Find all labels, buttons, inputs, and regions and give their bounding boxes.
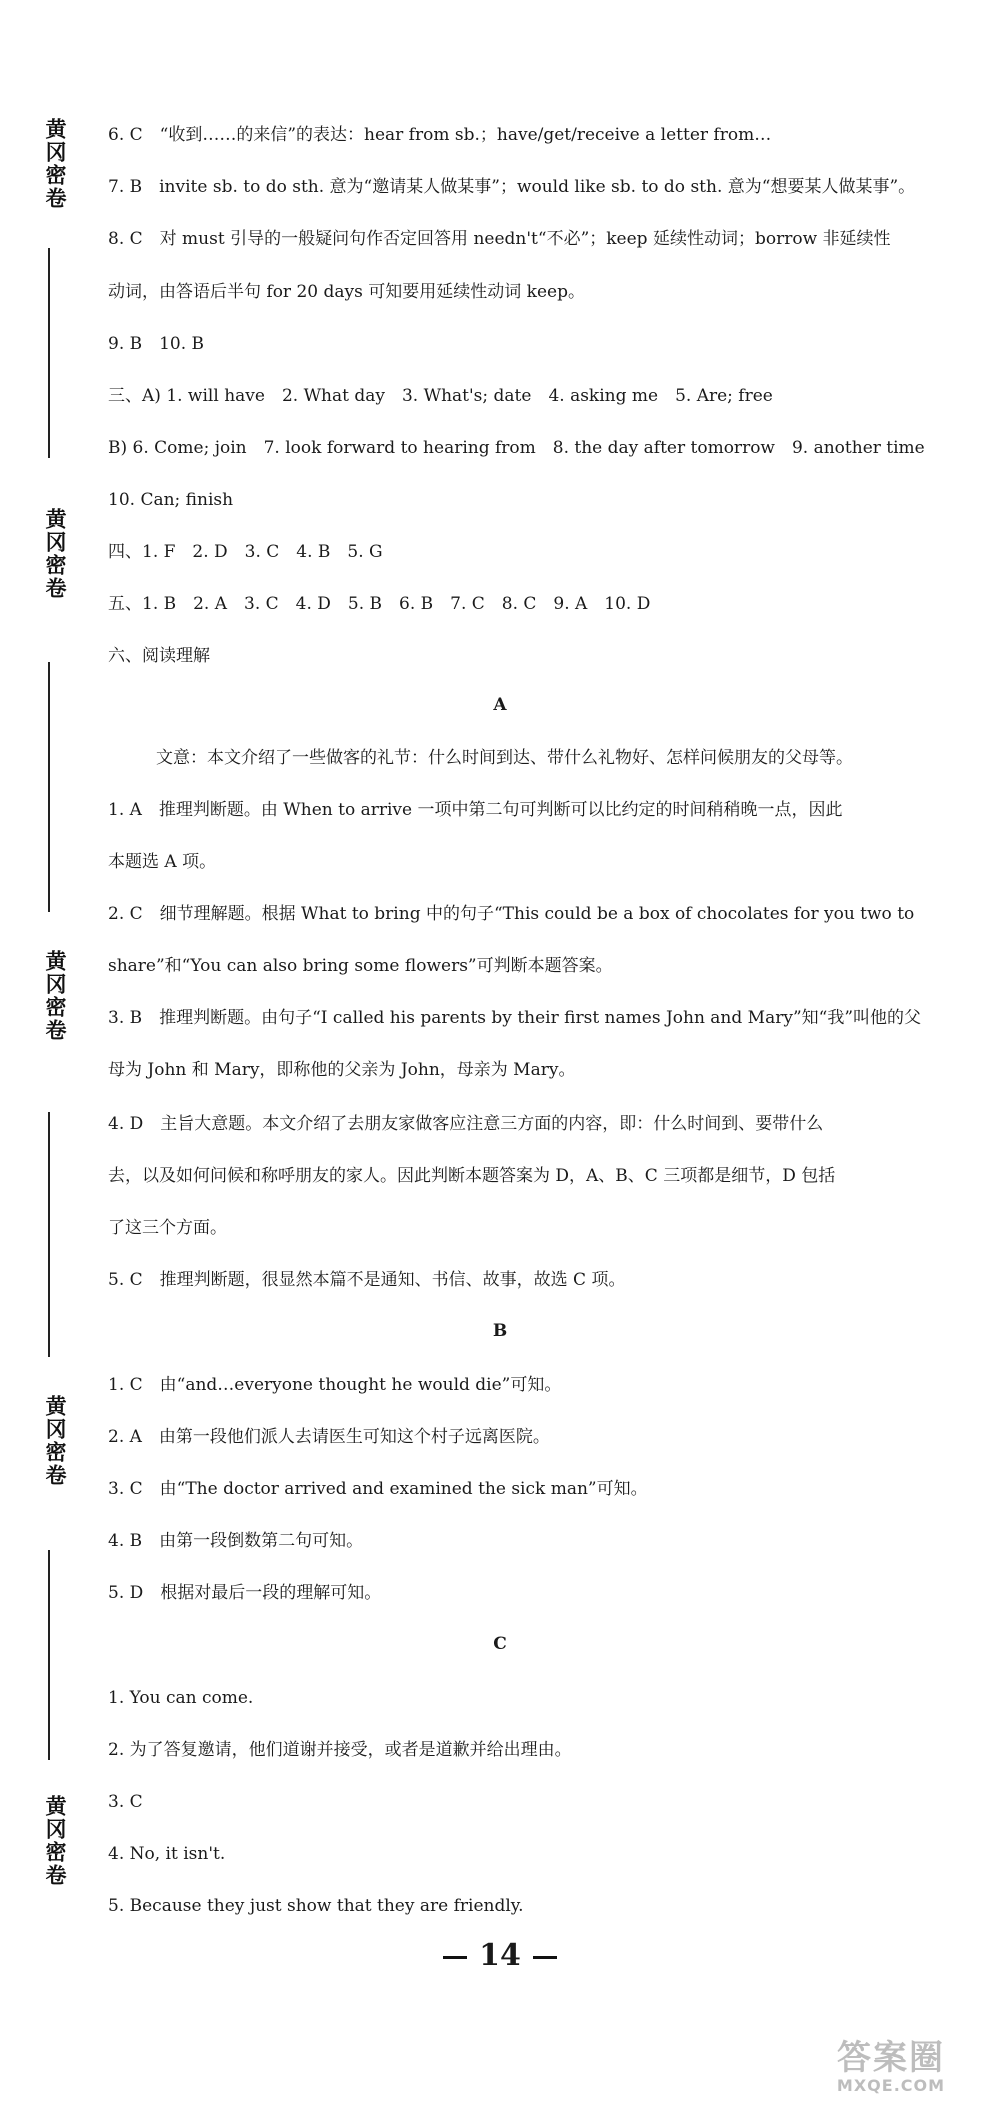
page-number-left-dash [443, 1956, 467, 1959]
section-a-q1: 1. A 推理判断题。由 When to arrive 一项中第二句可判断可以比约定的时间稍稍晚一点，因此 [108, 800, 843, 820]
section-a-q3-cont: 母为 John 和 Mary，即称他的父亲为 John，母亲为 Mary。 [108, 1060, 576, 1080]
side-mark-1: 黄冈密卷 [43, 118, 67, 210]
section-five: 五、1. B 2. A 3. C 4. D 5. B 6. B 7. C 8. C 9. A 10. D [108, 594, 651, 614]
section-a-q4-cont2: 了这三个方面。 [108, 1218, 227, 1238]
section-six-title: 六、阅读理解 [108, 646, 210, 666]
answer-line-9-10: 9. B 10. B [108, 334, 205, 354]
section-a-q3: 3. B 推理判断题。由句子“I called his parents by their first names John and Mary”知“我”叫他的父 [108, 1008, 922, 1028]
section-a-q2-cont: share”和“You can also bring some flowers”可判断本题答案。 [108, 956, 613, 976]
section-three-a: 三、A) 1. will have 2. What day 3. What's; date 4. asking me 5. Are; free [108, 386, 773, 406]
section-c-heading: C [493, 1634, 507, 1654]
watermark-url: MXQE.COM [836, 2076, 946, 2095]
section-b-q5: 5. D 根据对最后一段的理解可知。 [108, 1583, 382, 1603]
side-mark-5: 黄冈密卷 [43, 1795, 67, 1887]
section-a-q1-cont: 本题选 A 项。 [108, 852, 217, 872]
section-four: 四、1. F 2. D 3. C 4. B 5. G [108, 542, 383, 562]
section-b-q3: 3. C 由“The doctor arrived and examined the sick man”可知。 [108, 1479, 648, 1499]
section-c-q3: 3. C [108, 1792, 143, 1812]
section-a-summary: 文意：本文介绍了一些做客的礼节：什么时间到达、带什么礼物好、怎样问候朋友的父母等。 [156, 748, 853, 768]
answer-line-8: 8. C 对 must 引导的一般疑问句作否定回答用 needn't“不必”；keep 延续性动词；borrow 非延续性 [108, 229, 891, 249]
section-c-q1: 1. You can come. [108, 1688, 254, 1708]
answer-line-7: 7. B invite sb. to do sth. 意为“邀请某人做某事”；would like sb. to do sth. 意为“想要某人做某事”。 [108, 177, 916, 197]
section-c-q5: 5. Because they just show that they are friendly. [108, 1896, 524, 1916]
page-number [0, 1938, 1000, 1973]
site-watermark [796, 2040, 986, 2102]
side-mark-3: 黄冈密卷 [43, 950, 67, 1042]
section-a-q4: 4. D 主旨大意题。本文介绍了去朋友家做客应注意三方面的内容，即：什么时间到、要带什么 [108, 1114, 824, 1134]
side-mark-2: 黄冈密卷 [43, 508, 67, 600]
watermark-logo-text: 答案圈 [837, 2038, 945, 2078]
section-c-q4: 4. No, it isn't. [108, 1844, 226, 1864]
answer-line-6: 6. C “收到……的来信”的表达：hear from sb.；have/get/receive a letter from… [108, 125, 772, 145]
section-a-q2: 2. C 细节理解题。根据 What to bring 中的句子“This could be a box of chocolates for you two to [108, 904, 915, 924]
section-three-b-cont: 10. Can; finish [108, 490, 234, 510]
side-mark-4: 黄冈密卷 [43, 1395, 67, 1487]
section-a-q4-cont: 去，以及如何问候和称呼朋友的家人。因此判断本题答案为 D，A、B、C 三项都是细节，D 包括 [108, 1166, 836, 1186]
answer-line-8-cont: 动词，由答语后半句 for 20 days 可知要用延续性动词 keep。 [108, 282, 585, 302]
side-divider-4 [48, 1550, 50, 1760]
section-b-q1: 1. C 由“and…everyone thought he would die”可知。 [108, 1375, 562, 1395]
section-a-heading: A [493, 695, 507, 715]
section-b-heading: B [492, 1321, 508, 1341]
section-b-q2: 2. A 由第一段他们派人去请医生可知这个村子远离医院。 [108, 1427, 550, 1447]
section-three-b: B) 6. Come; join 7. look forward to hearing from 8. the day after tomorrow 9. another time [108, 438, 925, 458]
page-number-value: 14 [479, 1938, 521, 1973]
page-number-right-dash [533, 1956, 557, 1959]
section-b-q4: 4. B 由第一段倒数第二句可知。 [108, 1531, 364, 1551]
side-divider-1 [48, 248, 50, 458]
section-a-q5: 5. C 推理判断题，很显然本篇不是通知、书信、故事，故选 C 项。 [108, 1270, 626, 1290]
section-c-q2: 2. 为了答复邀请，他们道谢并接受，或者是道歉并给出理由。 [108, 1740, 572, 1760]
